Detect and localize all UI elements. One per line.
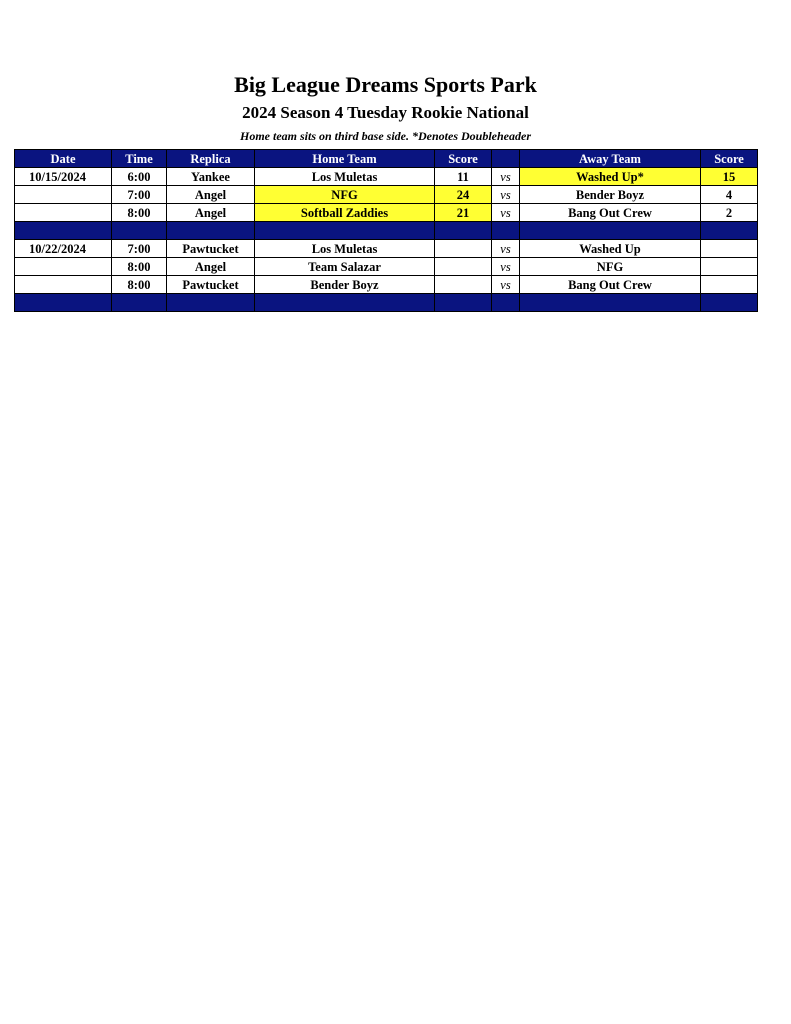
game-replica: Angel [167, 258, 255, 276]
vs-label: vs [492, 204, 520, 222]
week-separator-row [15, 222, 758, 240]
game-replica: Pawtucket [167, 276, 255, 294]
col-header-home-score: Score [435, 150, 492, 168]
home-team: NFG [255, 186, 435, 204]
col-header-home-team: Home Team [255, 150, 435, 168]
page-title: Big League Dreams Sports Park [234, 72, 537, 97]
game-date: 10/22/2024 [15, 240, 112, 258]
game-time: 7:00 [112, 186, 167, 204]
game-time: 8:00 [112, 204, 167, 222]
col-header-away-score: Score [701, 150, 758, 168]
col-header-time: Time [112, 150, 167, 168]
game-date: 10/15/2024 [15, 168, 112, 186]
away-score [701, 258, 758, 276]
home-team: Los Muletas [255, 168, 435, 186]
schedule-note: Home team sits on third base side. *Denotes Doubleheader [240, 129, 531, 143]
game-date [15, 186, 112, 204]
away-team: Washed Up* [520, 168, 701, 186]
home-score: 11 [435, 168, 492, 186]
game-time: 8:00 [112, 276, 167, 294]
home-score [435, 240, 492, 258]
game-time: 7:00 [112, 240, 167, 258]
table-row [15, 240, 758, 258]
page-subtitle: 2024 Season 4 Tuesday Rookie National [242, 103, 529, 122]
vs-label: vs [492, 276, 520, 294]
week-separator-row [15, 294, 758, 312]
game-date [15, 204, 112, 222]
vs-label: vs [492, 186, 520, 204]
schedule-table [14, 149, 758, 312]
game-replica: Pawtucket [167, 240, 255, 258]
game-time: 6:00 [112, 168, 167, 186]
home-team: Bender Boyz [255, 276, 435, 294]
home-score [435, 258, 492, 276]
home-team: Softball Zaddies [255, 204, 435, 222]
away-team: Bang Out Crew [520, 204, 701, 222]
table-row [15, 204, 758, 222]
vs-label: vs [492, 258, 520, 276]
home-score: 24 [435, 186, 492, 204]
col-header-away-team: Away Team [520, 150, 701, 168]
away-team: Bang Out Crew [520, 276, 701, 294]
away-team: Bender Boyz [520, 186, 701, 204]
home-team: Los Muletas [255, 240, 435, 258]
game-replica: Angel [167, 186, 255, 204]
home-score [435, 276, 492, 294]
game-date [15, 258, 112, 276]
col-header-date: Date [15, 150, 112, 168]
col-header-replica: Replica [167, 150, 255, 168]
away-score [701, 276, 758, 294]
table-row [15, 276, 758, 294]
away-score: 2 [701, 204, 758, 222]
game-time: 8:00 [112, 258, 167, 276]
away-score [701, 240, 758, 258]
col-header-vs [492, 150, 520, 168]
away-team: Washed Up [520, 240, 701, 258]
vs-label: vs [492, 168, 520, 186]
table-row [15, 168, 758, 186]
away-team: NFG [520, 258, 701, 276]
home-score: 21 [435, 204, 492, 222]
home-team: Team Salazar [255, 258, 435, 276]
away-score: 15 [701, 168, 758, 186]
game-replica: Angel [167, 204, 255, 222]
game-replica: Yankee [167, 168, 255, 186]
table-row [15, 186, 758, 204]
game-date [15, 276, 112, 294]
table-header-row [15, 150, 758, 168]
vs-label: vs [492, 240, 520, 258]
away-score: 4 [701, 186, 758, 204]
table-row [15, 258, 758, 276]
